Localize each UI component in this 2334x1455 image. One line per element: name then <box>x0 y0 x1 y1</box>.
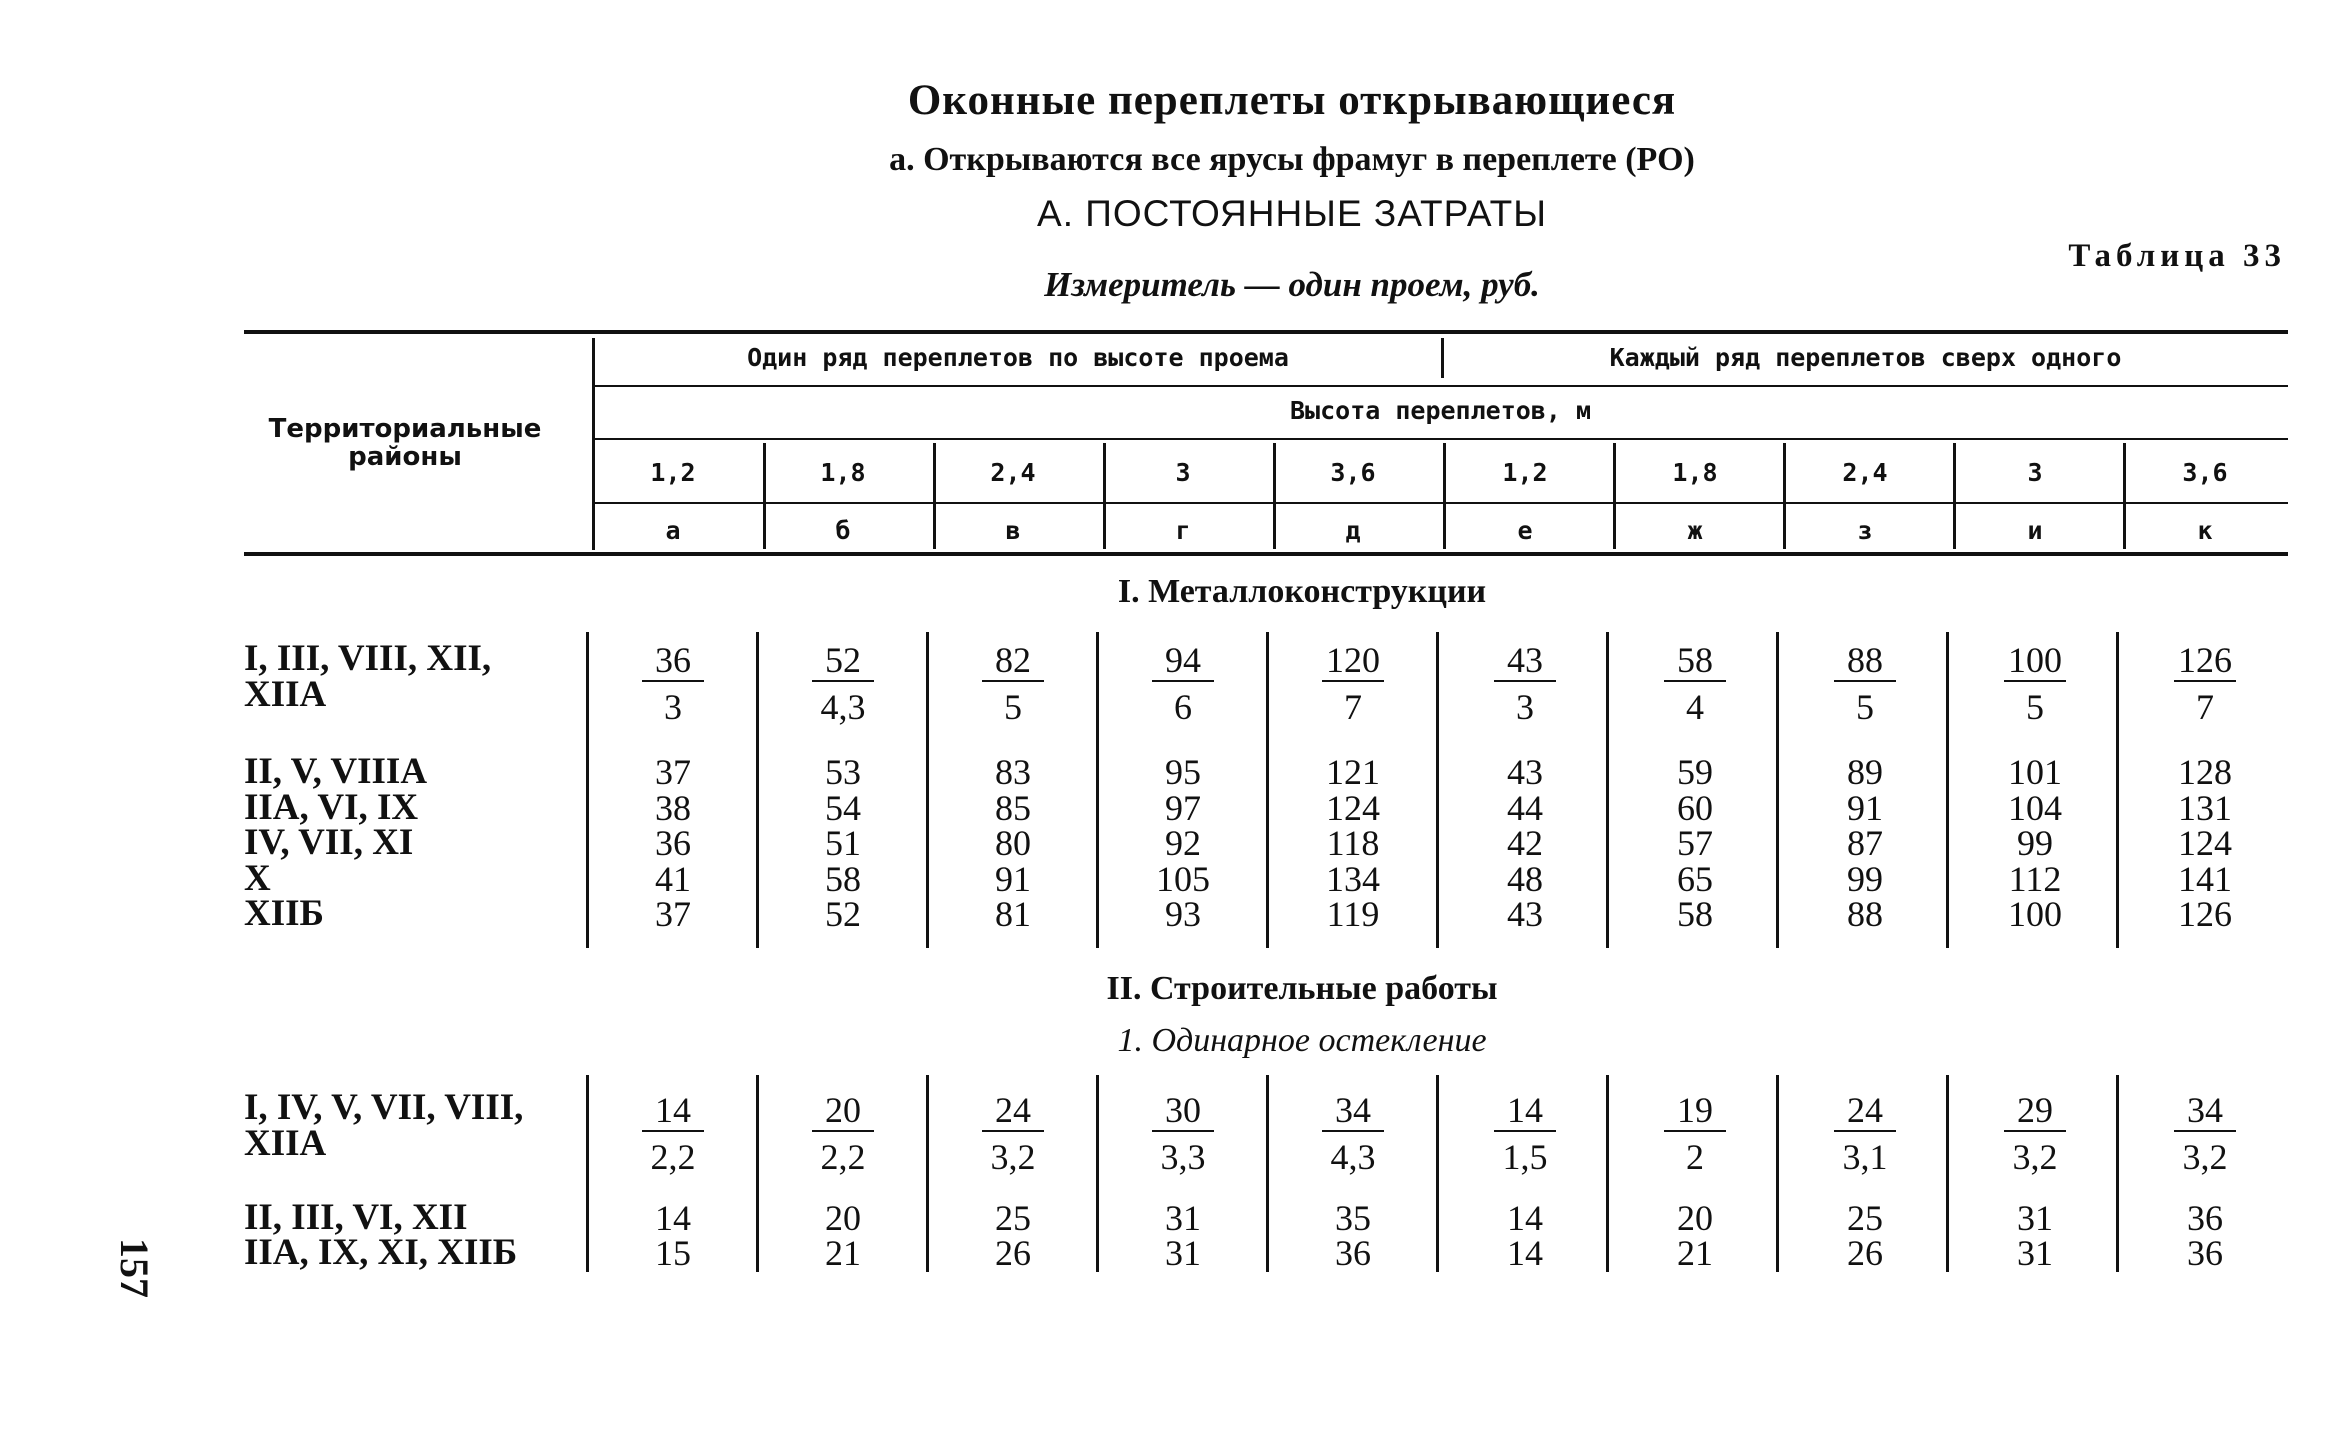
column-divider <box>2116 1075 2119 1272</box>
fraction-denominator: 5 <box>2026 687 2044 727</box>
fraction-cell <box>783 640 903 726</box>
height-cell: 1,8 <box>820 458 866 487</box>
fraction-denominator: 1,5 <box>1502 1137 1548 1177</box>
value-cell: 81 <box>995 894 1031 934</box>
value-cell: 25 <box>995 1198 1031 1238</box>
column-divider <box>1266 632 1269 948</box>
fraction-numerator: 58 <box>1677 640 1713 680</box>
fraction-denominator: 6 <box>1174 687 1192 727</box>
fraction-cell <box>1975 1090 2095 1176</box>
fraction-cell <box>2145 1090 2265 1176</box>
value-cell: 121 <box>1326 752 1380 792</box>
column-divider <box>1096 632 1099 948</box>
page-number: 157 <box>112 1238 157 1298</box>
section-title: I. Металлоконструкции <box>1117 573 1487 610</box>
value-cell: 124 <box>2178 823 2232 863</box>
fraction-denominator: 3,2 <box>990 1137 1036 1177</box>
value-cell: 128 <box>2178 752 2232 792</box>
value-cell: 20 <box>1677 1198 1713 1238</box>
value-cell: 21 <box>1677 1233 1713 1273</box>
fraction-numerator: 34 <box>1335 1090 1371 1130</box>
height-header: Высота переплетов, м <box>1289 396 1592 425</box>
region-column-header: Территориальные районы <box>268 414 542 472</box>
column-divider <box>1946 1075 1949 1272</box>
section-title: II. Строительные работы <box>1106 970 1498 1007</box>
value-cell: 104 <box>2008 787 2062 828</box>
header-divider <box>1443 443 1446 549</box>
value-cell: 26 <box>1847 1233 1883 1273</box>
value-cell: 91 <box>1847 787 1883 828</box>
value-cell: 88 <box>1847 894 1883 934</box>
column-letter: а <box>665 516 681 545</box>
value-cell: 35 <box>1335 1198 1371 1238</box>
fraction-numerator: 88 <box>1847 640 1883 680</box>
height-cell: 3 <box>1175 458 1191 487</box>
fraction-cell <box>1805 640 1925 726</box>
value-cell: 65 <box>1677 858 1713 899</box>
value-cell: 51 <box>825 823 861 863</box>
fraction-numerator: 120 <box>1326 640 1380 680</box>
column-divider <box>1606 632 1609 948</box>
column-divider <box>1776 632 1779 948</box>
value-cell: 42 <box>1507 823 1543 863</box>
header-divider <box>1441 338 1444 378</box>
header-divider <box>1613 443 1616 549</box>
region-label: II, III, VI, XII <box>244 1197 468 1238</box>
group-one-row-header: Один ряд переплетов по высоте проема <box>747 343 1289 372</box>
header-divider <box>1783 443 1786 549</box>
region-label: XIIA <box>244 674 327 715</box>
value-cell: 126 <box>2178 894 2232 934</box>
value-cell: 134 <box>1326 858 1380 899</box>
column-divider <box>1946 632 1949 948</box>
fraction-cell <box>953 1090 1073 1176</box>
table-top-rule <box>244 330 2288 334</box>
region-label: X <box>244 857 271 899</box>
value-cell: 91 <box>995 858 1031 899</box>
fraction-numerator: 20 <box>825 1090 861 1130</box>
column-divider <box>756 1075 759 1272</box>
header-rule-letters <box>593 502 2288 504</box>
column-letter: ж <box>1687 516 1703 545</box>
column-divider <box>1096 1075 1099 1272</box>
fraction-denominator: 4 <box>1686 687 1704 727</box>
fraction-cell <box>1635 640 1755 726</box>
header-divider <box>1273 443 1276 549</box>
fraction-cell <box>783 1090 903 1176</box>
value-cell: 99 <box>1847 858 1883 899</box>
fraction-cell <box>1293 1090 1413 1176</box>
header-rule-heights <box>593 438 2288 440</box>
value-cell: 36 <box>655 823 691 863</box>
header-divider <box>2123 443 2126 549</box>
fraction-numerator: 29 <box>2017 1090 2053 1130</box>
height-cell: 3,6 <box>2182 458 2228 487</box>
fraction-denominator: 3 <box>1516 687 1534 727</box>
document-title: Оконные переплеты открывающиеся <box>907 77 1677 124</box>
fraction-numerator: 52 <box>825 640 861 680</box>
region-label: IV, VII, XI <box>244 822 414 863</box>
group-each-row-header: Каждый ряд переплетов сверх одного <box>1609 343 2122 372</box>
fraction-numerator: 126 <box>2178 640 2232 680</box>
value-cell: 14 <box>1507 1198 1543 1238</box>
region-label: II, V, VIIIA <box>244 751 428 792</box>
value-cell: 80 <box>995 823 1031 863</box>
fraction-denominator: 4,3 <box>1330 1137 1376 1177</box>
fraction-denominator: 2,2 <box>820 1137 866 1177</box>
height-cell: 1,2 <box>1502 458 1548 487</box>
value-cell: 43 <box>1507 752 1543 792</box>
column-letter: к <box>2197 516 2213 545</box>
column-divider <box>926 1075 929 1272</box>
fraction-cell <box>1123 1090 1243 1176</box>
column-letter: з <box>1857 516 1873 545</box>
height-cell: 2,4 <box>990 458 1036 487</box>
height-cell: 3 <box>2027 458 2043 487</box>
height-cell: 1,8 <box>1672 458 1718 487</box>
value-cell: 59 <box>1677 752 1713 792</box>
header-rule-groups <box>593 385 2288 387</box>
fraction-numerator: 34 <box>2187 1090 2223 1130</box>
value-cell: 92 <box>1165 823 1201 863</box>
column-letter: и <box>2027 516 2043 545</box>
value-cell: 31 <box>1165 1198 1201 1238</box>
fraction-cell <box>1465 1090 1585 1176</box>
fraction-cell <box>613 640 733 726</box>
column-divider <box>586 1075 589 1272</box>
value-cell: 100 <box>2008 894 2062 934</box>
fraction-denominator: 5 <box>1004 687 1022 727</box>
fraction-numerator: 14 <box>1507 1090 1543 1130</box>
value-cell: 101 <box>2008 752 2062 792</box>
column-letter: е <box>1517 516 1533 545</box>
table-label: Таблица 33 <box>2068 238 2286 274</box>
fraction-denominator: 2,2 <box>650 1137 696 1177</box>
fraction-denominator: 3,2 <box>2012 1137 2058 1177</box>
value-cell: 58 <box>1677 894 1713 934</box>
fraction-numerator: 14 <box>655 1090 691 1130</box>
column-divider <box>1436 632 1439 948</box>
column-letter: в <box>1005 516 1021 545</box>
value-cell: 124 <box>1326 787 1380 828</box>
measure-caption: Измеритель — один проем, руб. <box>1044 265 1540 304</box>
fraction-cell <box>1293 640 1413 726</box>
column-letter: г <box>1175 516 1191 545</box>
fraction-cell <box>1975 640 2095 726</box>
fraction-cell <box>1465 640 1585 726</box>
value-cell: 36 <box>2187 1198 2223 1238</box>
fraction-denominator: 3,2 <box>2182 1137 2228 1177</box>
value-cell: 14 <box>655 1198 691 1238</box>
value-cell: 48 <box>1507 858 1543 899</box>
value-cell: 38 <box>655 787 691 828</box>
value-cell: 87 <box>1847 823 1883 863</box>
height-cell: 2,4 <box>1842 458 1888 487</box>
value-cell: 97 <box>1165 787 1201 828</box>
fraction-numerator: 30 <box>1165 1090 1201 1130</box>
fraction-cell <box>1635 1090 1755 1176</box>
value-cell: 36 <box>2187 1233 2223 1273</box>
table-header-bottom-rule <box>244 552 2288 556</box>
fraction-denominator: 3 <box>664 687 682 727</box>
fraction-numerator: 36 <box>655 640 691 680</box>
value-cell: 21 <box>825 1233 861 1273</box>
fraction-numerator: 24 <box>995 1090 1031 1130</box>
column-divider <box>1436 1075 1439 1272</box>
column-divider <box>756 632 759 948</box>
column-divider <box>1266 1075 1269 1272</box>
column-letter: б <box>835 516 851 545</box>
fraction-denominator: 2 <box>1686 1137 1704 1177</box>
column-divider <box>1776 1075 1779 1272</box>
value-cell: 85 <box>995 787 1031 828</box>
header-divider <box>933 443 936 549</box>
fraction-denominator: 3,1 <box>1842 1137 1888 1177</box>
fraction-denominator: 7 <box>2196 687 2214 727</box>
value-cell: 41 <box>655 858 691 899</box>
header-divider <box>1103 443 1106 549</box>
fraction-numerator: 43 <box>1507 640 1543 680</box>
column-divider <box>2116 632 2119 948</box>
value-cell: 37 <box>655 752 691 792</box>
value-cell: 89 <box>1847 752 1883 792</box>
region-label: I, III, VIII, XII, <box>244 638 492 679</box>
document-subtitle: а. Открываются все ярусы фрамуг в переплете (РО) <box>889 141 1695 178</box>
header-divider <box>592 338 595 550</box>
region-label: I, IV, V, VII, VIII, <box>244 1087 524 1128</box>
fraction-denominator: 5 <box>1856 687 1874 727</box>
fraction-numerator: 100 <box>2008 640 2062 680</box>
value-cell: 15 <box>655 1233 691 1273</box>
fraction-cell <box>2145 640 2265 726</box>
fraction-numerator: 24 <box>1847 1090 1883 1130</box>
height-cell: 3,6 <box>1330 458 1376 487</box>
value-cell: 31 <box>1165 1233 1201 1273</box>
value-cell: 43 <box>1507 894 1543 934</box>
column-letter: д <box>1345 516 1361 545</box>
value-cell: 25 <box>1847 1198 1883 1238</box>
value-cell: 95 <box>1165 752 1201 792</box>
fraction-denominator: 3,3 <box>1160 1137 1206 1177</box>
value-cell: 14 <box>1507 1233 1543 1273</box>
value-cell: 26 <box>995 1233 1031 1273</box>
value-cell: 31 <box>2017 1198 2053 1238</box>
value-cell: 53 <box>825 752 861 792</box>
column-divider <box>586 632 589 948</box>
fraction-cell <box>953 640 1073 726</box>
column-divider <box>1606 1075 1609 1272</box>
fraction-cell <box>1123 640 1243 726</box>
value-cell: 60 <box>1677 787 1713 828</box>
value-cell: 36 <box>1335 1233 1371 1273</box>
value-cell: 37 <box>655 894 691 934</box>
value-cell: 83 <box>995 752 1031 792</box>
value-cell: 119 <box>1326 894 1380 934</box>
fraction-denominator: 7 <box>1344 687 1362 727</box>
value-cell: 93 <box>1165 894 1201 934</box>
fraction-denominator: 4,3 <box>820 687 866 727</box>
column-divider <box>926 632 929 948</box>
fraction-cell <box>613 1090 733 1176</box>
value-cell: 118 <box>1326 823 1380 863</box>
value-cell: 141 <box>2178 858 2232 899</box>
height-cell: 1,2 <box>650 458 696 487</box>
fraction-numerator: 19 <box>1677 1090 1713 1130</box>
region-label: IIA, VI, IX <box>244 786 419 828</box>
value-cell: 31 <box>2017 1233 2053 1273</box>
region-label: IIA, IX, XI, XIIБ <box>244 1232 518 1273</box>
fraction-numerator: 82 <box>995 640 1031 680</box>
value-cell: 58 <box>825 858 861 899</box>
cost-type-heading: А. ПОСТОЯННЫЕ ЗАТРАТЫ <box>1037 193 1547 234</box>
fraction-cell <box>1805 1090 1925 1176</box>
value-cell: 131 <box>2178 787 2232 828</box>
section-subtitle: 1. Одинарное остекление <box>1117 1022 1487 1059</box>
value-cell: 54 <box>825 787 861 828</box>
value-cell: 44 <box>1507 787 1543 828</box>
fraction-numerator: 94 <box>1165 640 1201 680</box>
value-cell: 99 <box>2017 823 2053 863</box>
value-cell: 20 <box>825 1198 861 1238</box>
header-divider <box>763 443 766 549</box>
value-cell: 112 <box>2008 858 2062 899</box>
header-divider <box>1953 443 1956 549</box>
value-cell: 52 <box>825 894 861 934</box>
region-label: XIIA <box>244 1123 327 1164</box>
value-cell: 105 <box>1156 858 1210 899</box>
value-cell: 57 <box>1677 823 1713 863</box>
region-label: XIIБ <box>244 893 324 934</box>
